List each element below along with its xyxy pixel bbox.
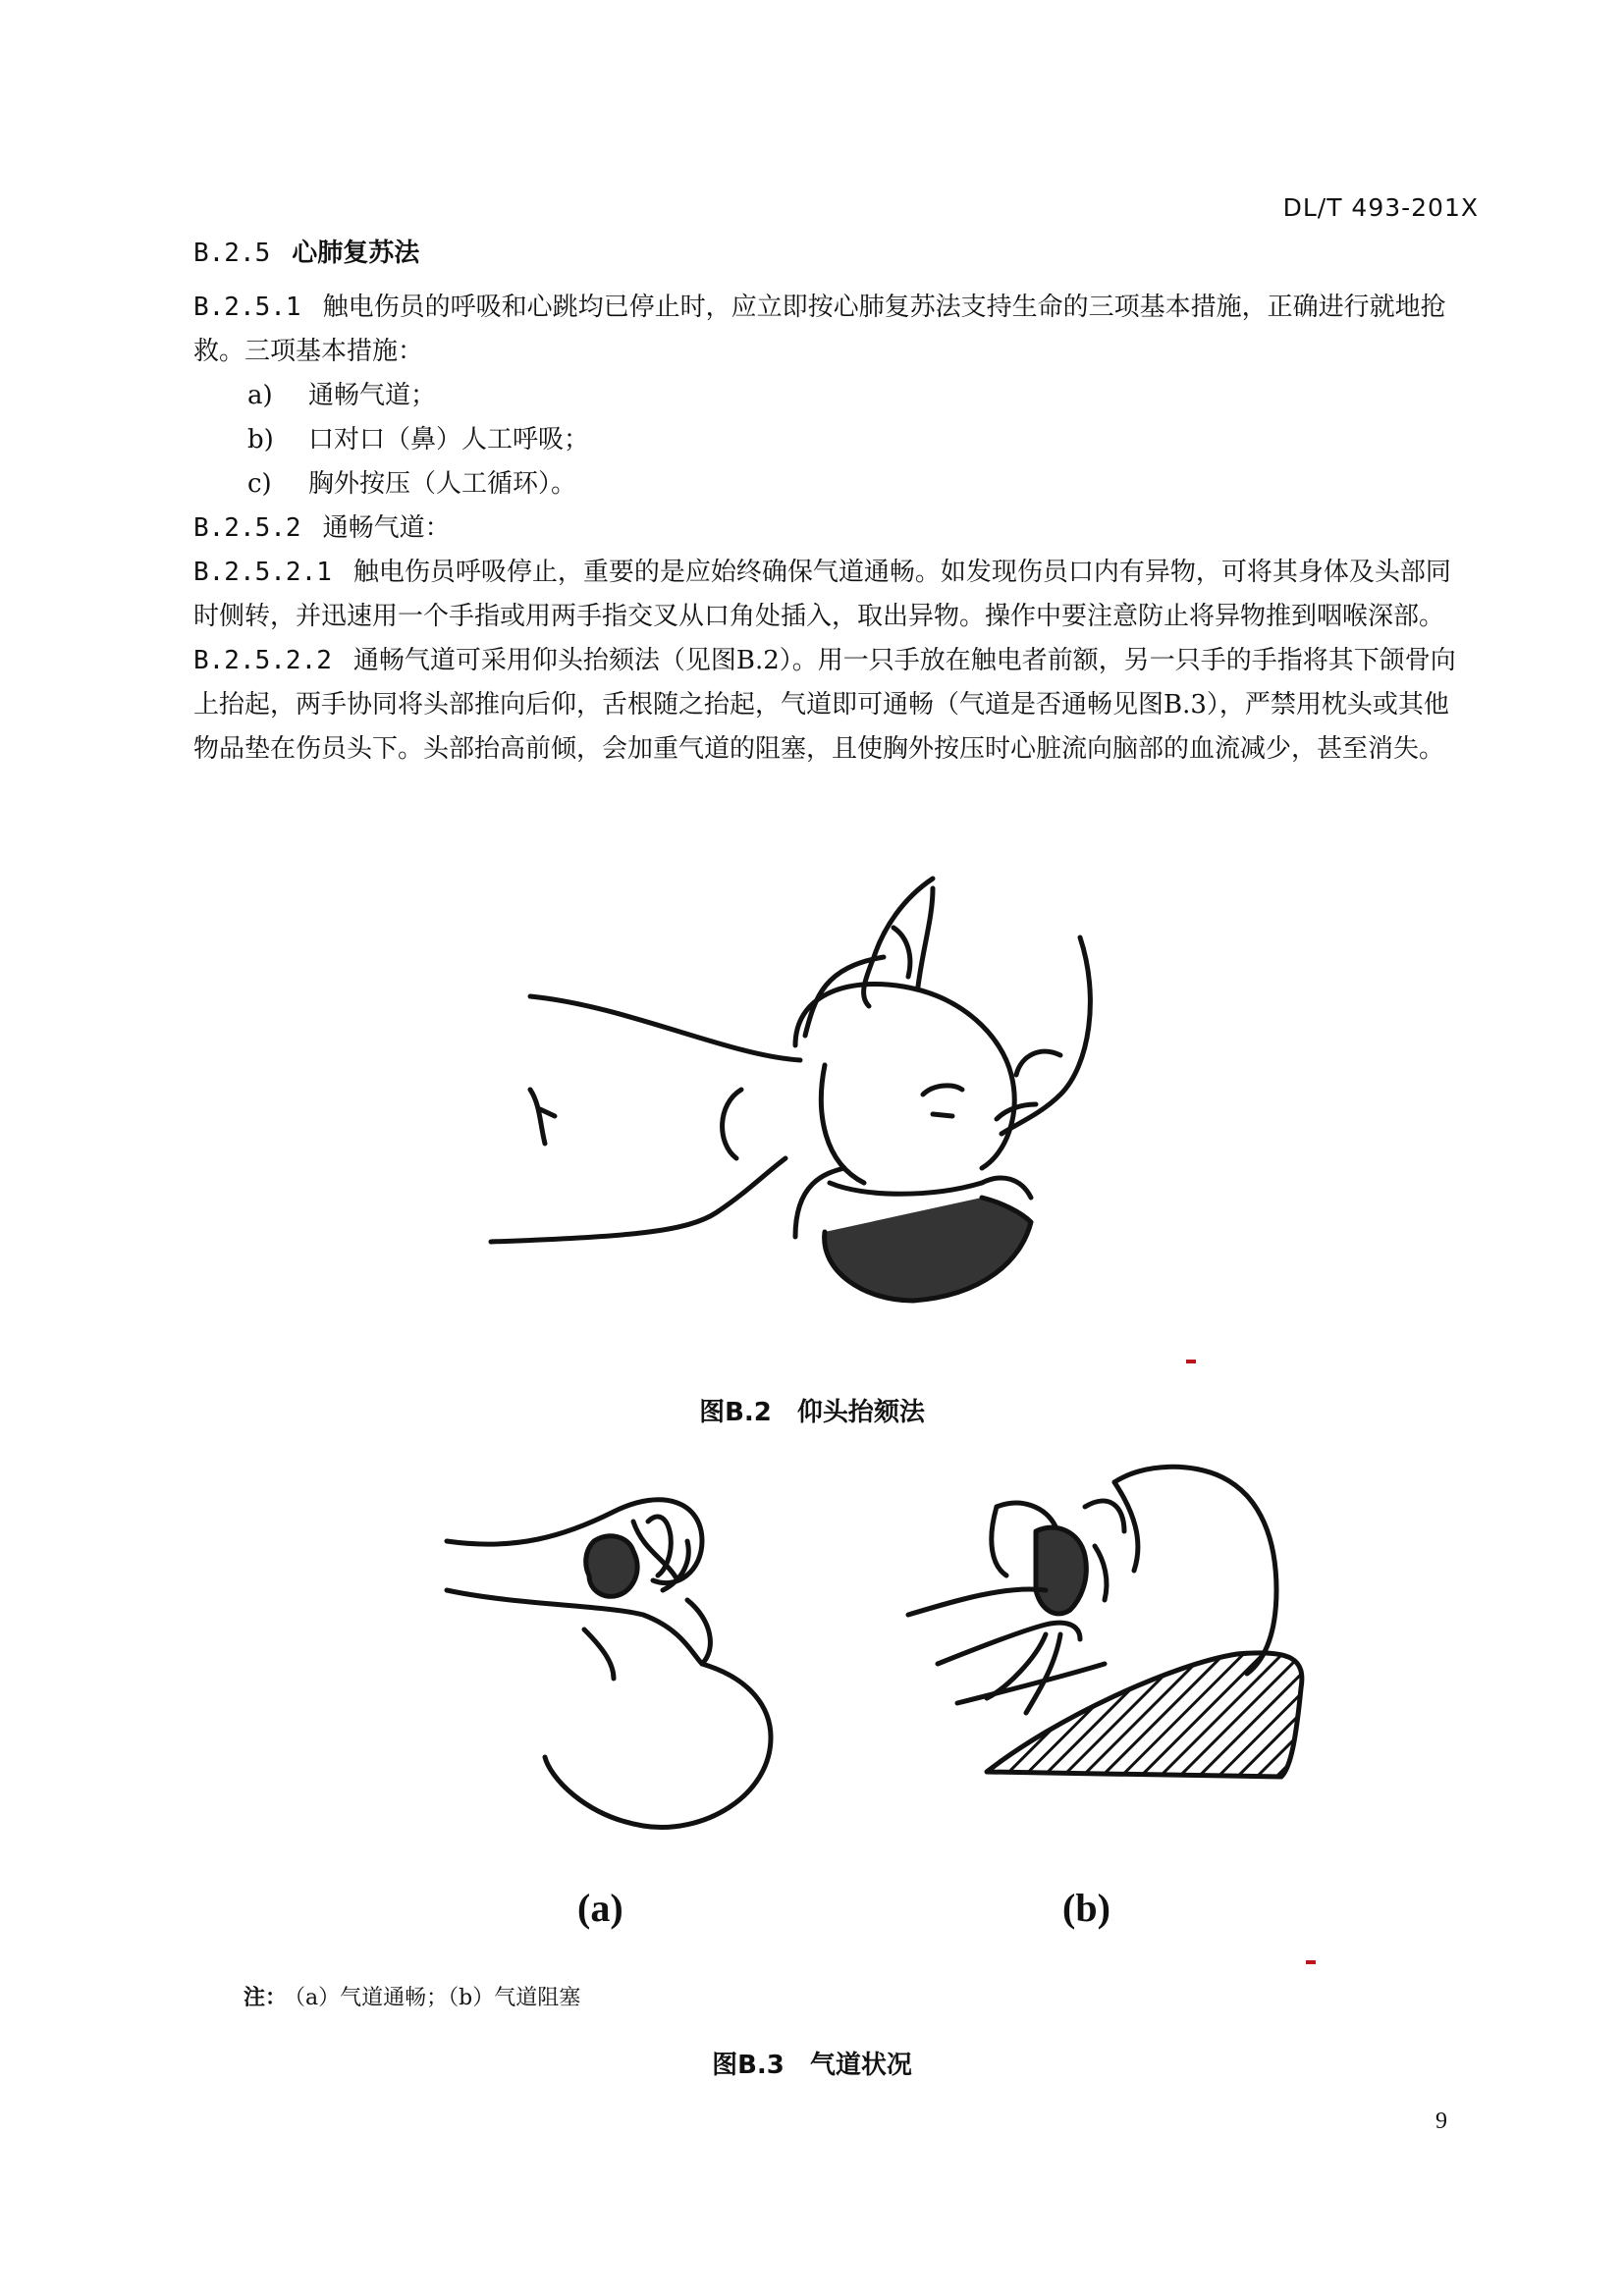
document-code: DL/T 493-201X bbox=[1282, 193, 1479, 222]
clause-b2-5-1 bbox=[193, 286, 1472, 374]
section-number: B.2.5 bbox=[193, 239, 271, 268]
note-label: 注： bbox=[244, 1986, 288, 2010]
clause-number: B.2.5.2.1 bbox=[193, 558, 332, 587]
document-body bbox=[193, 232, 1472, 772]
subfigure-label-a: (a) bbox=[577, 1886, 623, 1930]
list-item-text: 通畅气道； bbox=[308, 381, 437, 410]
list-item bbox=[193, 418, 1472, 462]
margin-mark bbox=[1306, 1960, 1316, 1964]
clause-text: 通畅气道可采用仰头抬颏法（见图B.2）。用一只手放在触电者前额，另一只手的手指将其下颌骨向上抬起，两手协同将头部推向后仰，舌根随之抬起，气道即可通畅（气道是否通畅见图B.3），严禁用枕头或其他物品垫在伤员头下。头部抬高前倾，会加重气道的阻塞，且使胸外按压时心脏流向脑部的血流减少，甚至消失。 bbox=[193, 646, 1456, 764]
clause-text: 触电伤员呼吸停止，重要的是应始终确保气道通畅。如发现伤员口内有异物，可将其身体及头部同时侧转，并迅速用一个手指或用两手指交叉从口角处插入，取出异物。操作中要注意防止将异物推到咽喉深部。 bbox=[193, 558, 1451, 631]
section-title: 心肺复苏法 bbox=[292, 239, 420, 268]
clause-text: 触电伤员的呼吸和心跳均已停止时，应立即按心肺复苏法支持生命的三项基本措施，正确进行就地抢救。三项基本措施： bbox=[193, 293, 1446, 366]
clause-b2-5-2-1 bbox=[193, 551, 1472, 639]
section-heading bbox=[193, 232, 1472, 276]
clause-b2-5-2-2 bbox=[193, 639, 1472, 772]
note-text: （a）气道通畅；（b）气道阻塞 bbox=[295, 1986, 581, 2010]
list-item-label: c) bbox=[247, 469, 272, 499]
clause-text: 通畅气道： bbox=[322, 513, 451, 543]
open-airway-illustration bbox=[437, 1482, 800, 1836]
head-tilt-chin-lift-illustration bbox=[471, 859, 1139, 1369]
figure-b3-caption: 图B.3 气道状况 bbox=[712, 2051, 912, 2080]
list-item-label: a) bbox=[247, 381, 273, 410]
clause-number: B.2.5.2 bbox=[193, 513, 301, 543]
clause-number: B.2.5.2.2 bbox=[193, 646, 332, 675]
figure-b3-note bbox=[244, 1981, 580, 2011]
obstructed-airway-illustration bbox=[898, 1453, 1321, 1806]
subfigure-label-b: (b) bbox=[1062, 1886, 1110, 1930]
page-number: 9 bbox=[1435, 2109, 1447, 2134]
list-item-text: 胸外按压（人工循环）。 bbox=[308, 469, 577, 499]
figure-b2-caption: 图B.2 仰头抬颏法 bbox=[699, 1398, 925, 1427]
clause-b2-5-2 bbox=[193, 507, 1472, 551]
list-item-label: b) bbox=[247, 425, 274, 454]
list-item bbox=[193, 374, 1472, 418]
list-item bbox=[193, 462, 1472, 507]
clause-number: B.2.5.1 bbox=[193, 293, 301, 322]
list-item-text: 口对口（鼻）人工呼吸； bbox=[308, 425, 590, 454]
margin-mark bbox=[1186, 1360, 1196, 1363]
